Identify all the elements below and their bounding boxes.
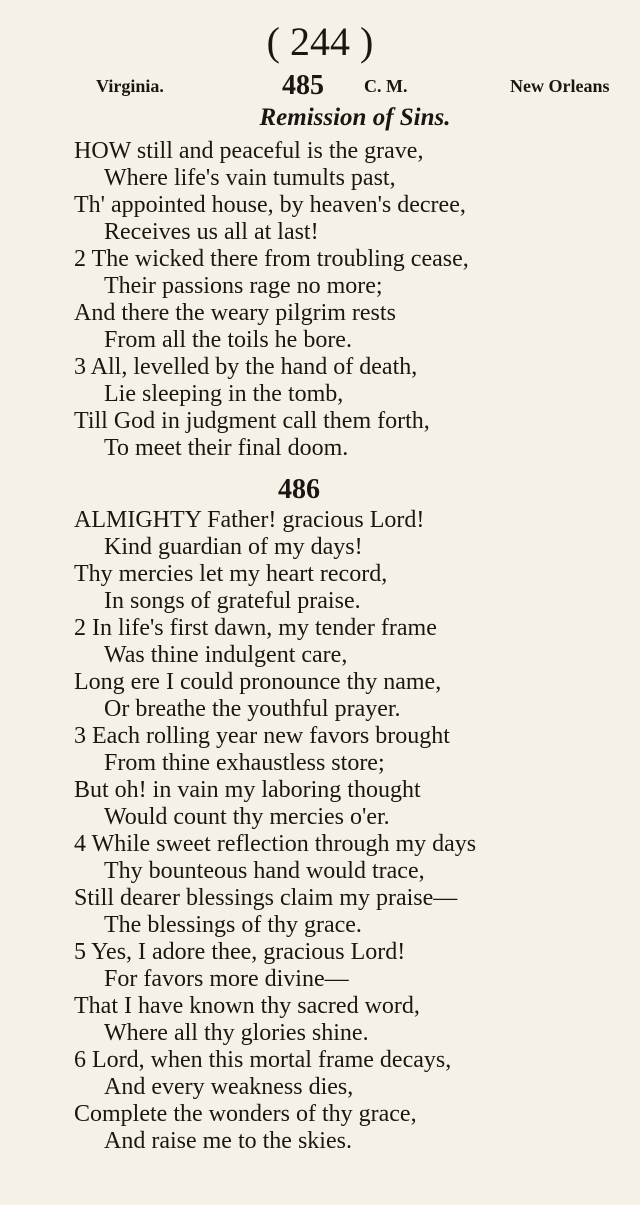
verse-line: Thy bounteous hand would trace, <box>104 858 425 884</box>
verse-line: From all the toils he bore. <box>104 327 352 353</box>
verse-line: Would count thy mercies o'er. <box>104 804 390 830</box>
verse-line: In songs of grateful praise. <box>104 588 361 614</box>
verse-line: HOW still and peaceful is the grave, <box>74 138 424 164</box>
verse-line: Where life's vain tumults past, <box>104 165 396 191</box>
verse-line: 4 While sweet reflection through my days <box>74 831 477 857</box>
verse-line: Was thine indulgent care, <box>104 642 348 668</box>
verse-line: 2 In life's first dawn, my tender frame <box>74 615 437 641</box>
verse-line: Receives us all at last! <box>104 219 319 245</box>
verse-line: Long ere I could pronounce thy name, <box>74 669 442 695</box>
verse-line: 6 Lord, when this mortal frame decays, <box>74 1047 452 1073</box>
verse-line: Th' appointed house, by heaven's decree, <box>74 192 466 218</box>
hymn-485-meter: C. M. <box>364 76 408 96</box>
verse-line: Till God in judgment call them forth, <box>74 408 430 434</box>
verse-line: Kind guardian of my days! <box>104 534 363 560</box>
hymn-485-title: Remission of Sins. <box>259 104 451 131</box>
verse-line: The blessings of thy grace. <box>104 912 362 938</box>
hymn-485-header <box>0 70 640 106</box>
verse-line: 3 Each rolling year new favors brought <box>74 723 450 749</box>
verse-line: ALMIGHTY Father! gracious Lord! <box>74 507 425 533</box>
hymn-486-number: 486 <box>278 474 320 505</box>
verse-line: Still dearer blessings claim my praise— <box>74 885 458 911</box>
verse-line: 3 All, levelled by the hand of death, <box>74 354 418 380</box>
verse-line: Or breathe the youthful prayer. <box>104 696 401 722</box>
verse-line: But oh! in vain my laboring thought <box>74 777 421 803</box>
tune-name-right: New Orleans <box>510 76 610 96</box>
verse-line: Their passions rage no more; <box>104 273 383 299</box>
verse-line: 2 The wicked there from troubling cease, <box>74 246 469 272</box>
verse-line: 5 Yes, I adore thee, gracious Lord! <box>74 939 406 965</box>
verse-line: Thy mercies let my heart record, <box>74 561 388 587</box>
verse-line: From thine exhaustless store; <box>104 750 385 776</box>
tune-name-left: Virginia. <box>96 76 164 96</box>
page-number: ( 244 ) <box>266 19 374 64</box>
verse-line: That I have known thy sacred word, <box>74 993 420 1019</box>
hymn-485-number: 485 <box>282 70 324 101</box>
verse-line: To meet their final doom. <box>104 435 349 461</box>
verse-line: And there the weary pilgrim rests <box>74 300 396 326</box>
verse-line: And every weakness dies, <box>104 1074 354 1100</box>
verse-line: For favors more divine— <box>104 966 349 992</box>
verse-line: Complete the wonders of thy grace, <box>74 1101 417 1127</box>
verse-line: Lie sleeping in the tomb, <box>104 381 344 407</box>
verse-line: And raise me to the skies. <box>104 1128 352 1154</box>
verse-line: Where all thy glories shine. <box>104 1020 369 1046</box>
